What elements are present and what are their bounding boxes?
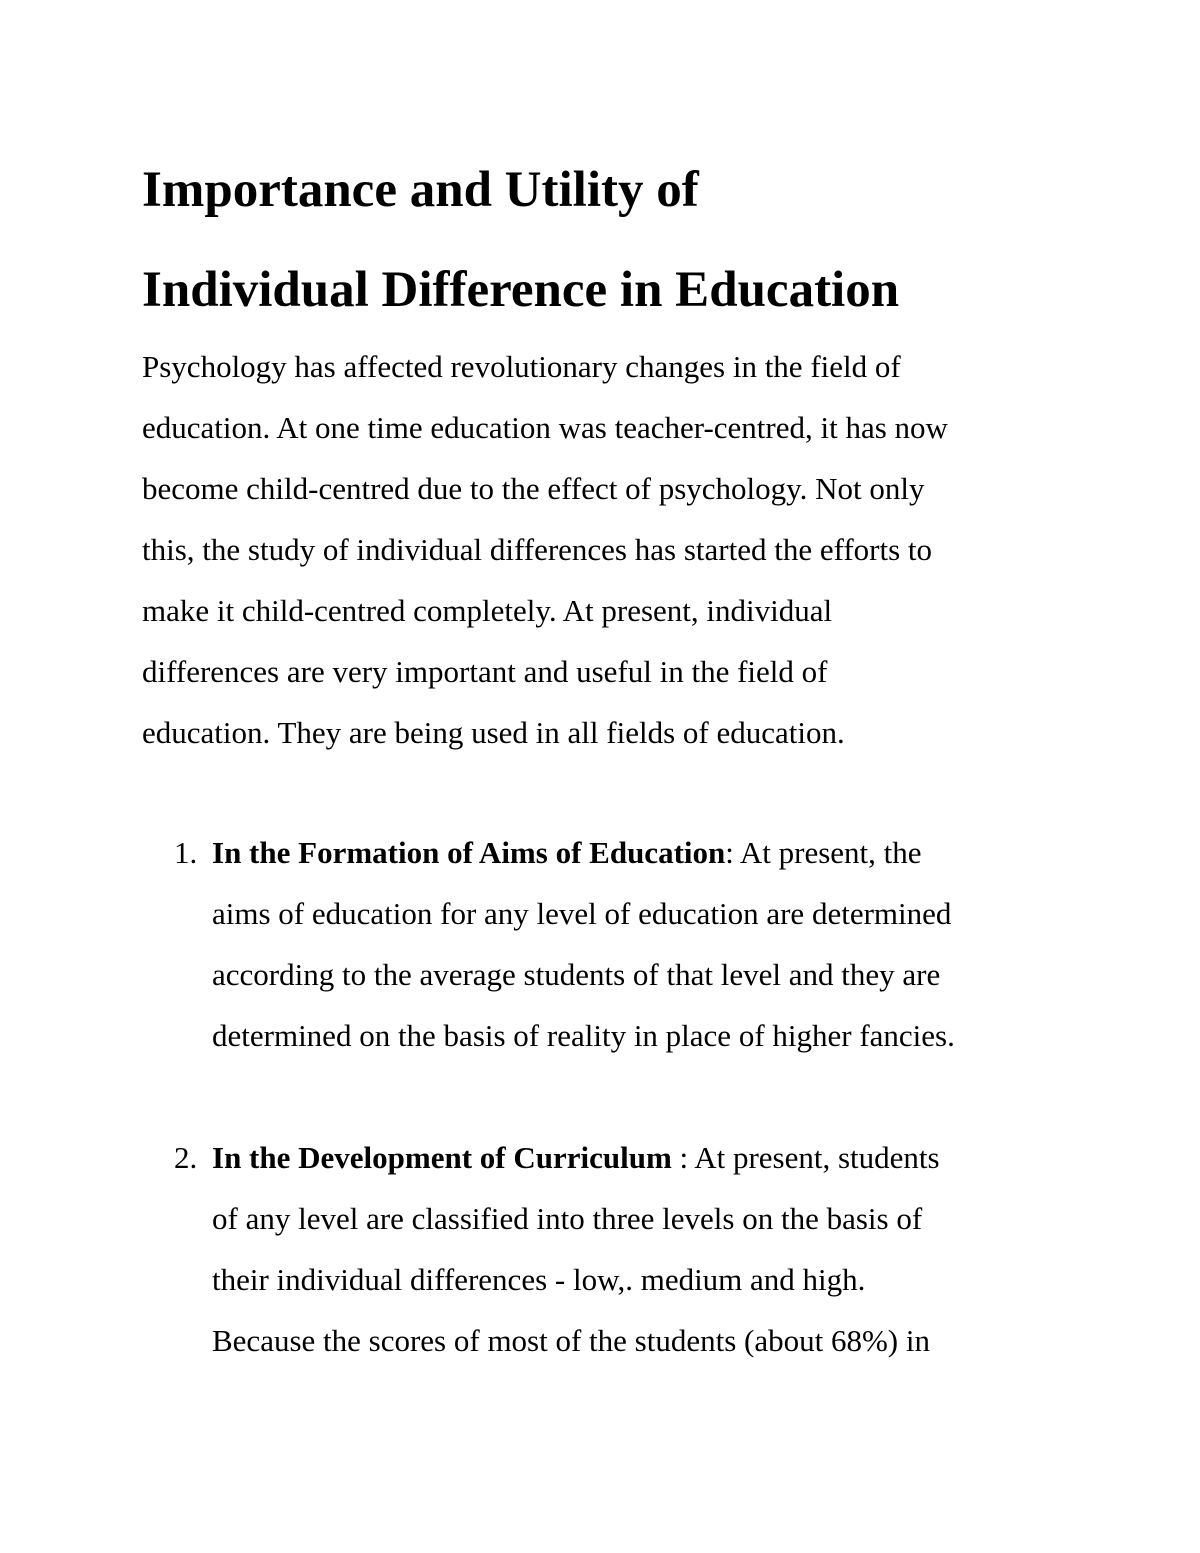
list-item-first-line xyxy=(212,822,1112,883)
list-item-line: determined on the basis of reality in place of higher fancies. xyxy=(212,1018,955,1053)
list-item-first-line-rest: : At present, the xyxy=(725,835,922,870)
intro-line: differences are very important and useful in the field of xyxy=(142,654,828,689)
list-item-line: their individual differences - low,. medium and high. xyxy=(212,1262,866,1297)
page-title xyxy=(142,140,1092,340)
list-item-line: according to the average students of that level and they are xyxy=(212,957,941,992)
intro-paragraph xyxy=(142,336,1102,763)
list-item-line: of any level are classified into three levels on the basis of xyxy=(212,1201,923,1236)
list-item-heading: In the Development of Curriculum xyxy=(212,1140,672,1175)
list-number: 2. xyxy=(174,1140,198,1175)
intro-line: education. At one time education was teacher-centred, it has now xyxy=(142,410,948,445)
title-line-1: Importance and Utility of xyxy=(142,162,699,218)
list-item-heading: In the Formation of Aims of Education xyxy=(212,835,726,870)
intro-line: this, the study of individual differences has started the efforts to xyxy=(142,532,933,567)
title-line-2: Individual Difference in Education xyxy=(142,262,900,318)
intro-line: make it child-centred completely. At present, individual xyxy=(142,593,833,628)
list-item-line: Because the scores of most of the students (about 68%) in xyxy=(212,1323,930,1358)
list-item-line: aims of education for any level of education are determined xyxy=(212,896,952,931)
intro-line: Psychology has affected revolutionary changes in the field of xyxy=(142,349,901,384)
list-item-first-line xyxy=(212,1127,1112,1188)
list-item-curriculum xyxy=(174,1127,1112,1371)
list-item-first-line-rest: : At present, students xyxy=(671,1140,940,1175)
intro-line: education. They are being used in all fields of education. xyxy=(142,715,845,750)
intro-line: become child-centred due to the effect of psychology. Not only xyxy=(142,471,925,506)
list-number: 1. xyxy=(174,835,198,870)
list-item-aims xyxy=(174,822,1112,1066)
